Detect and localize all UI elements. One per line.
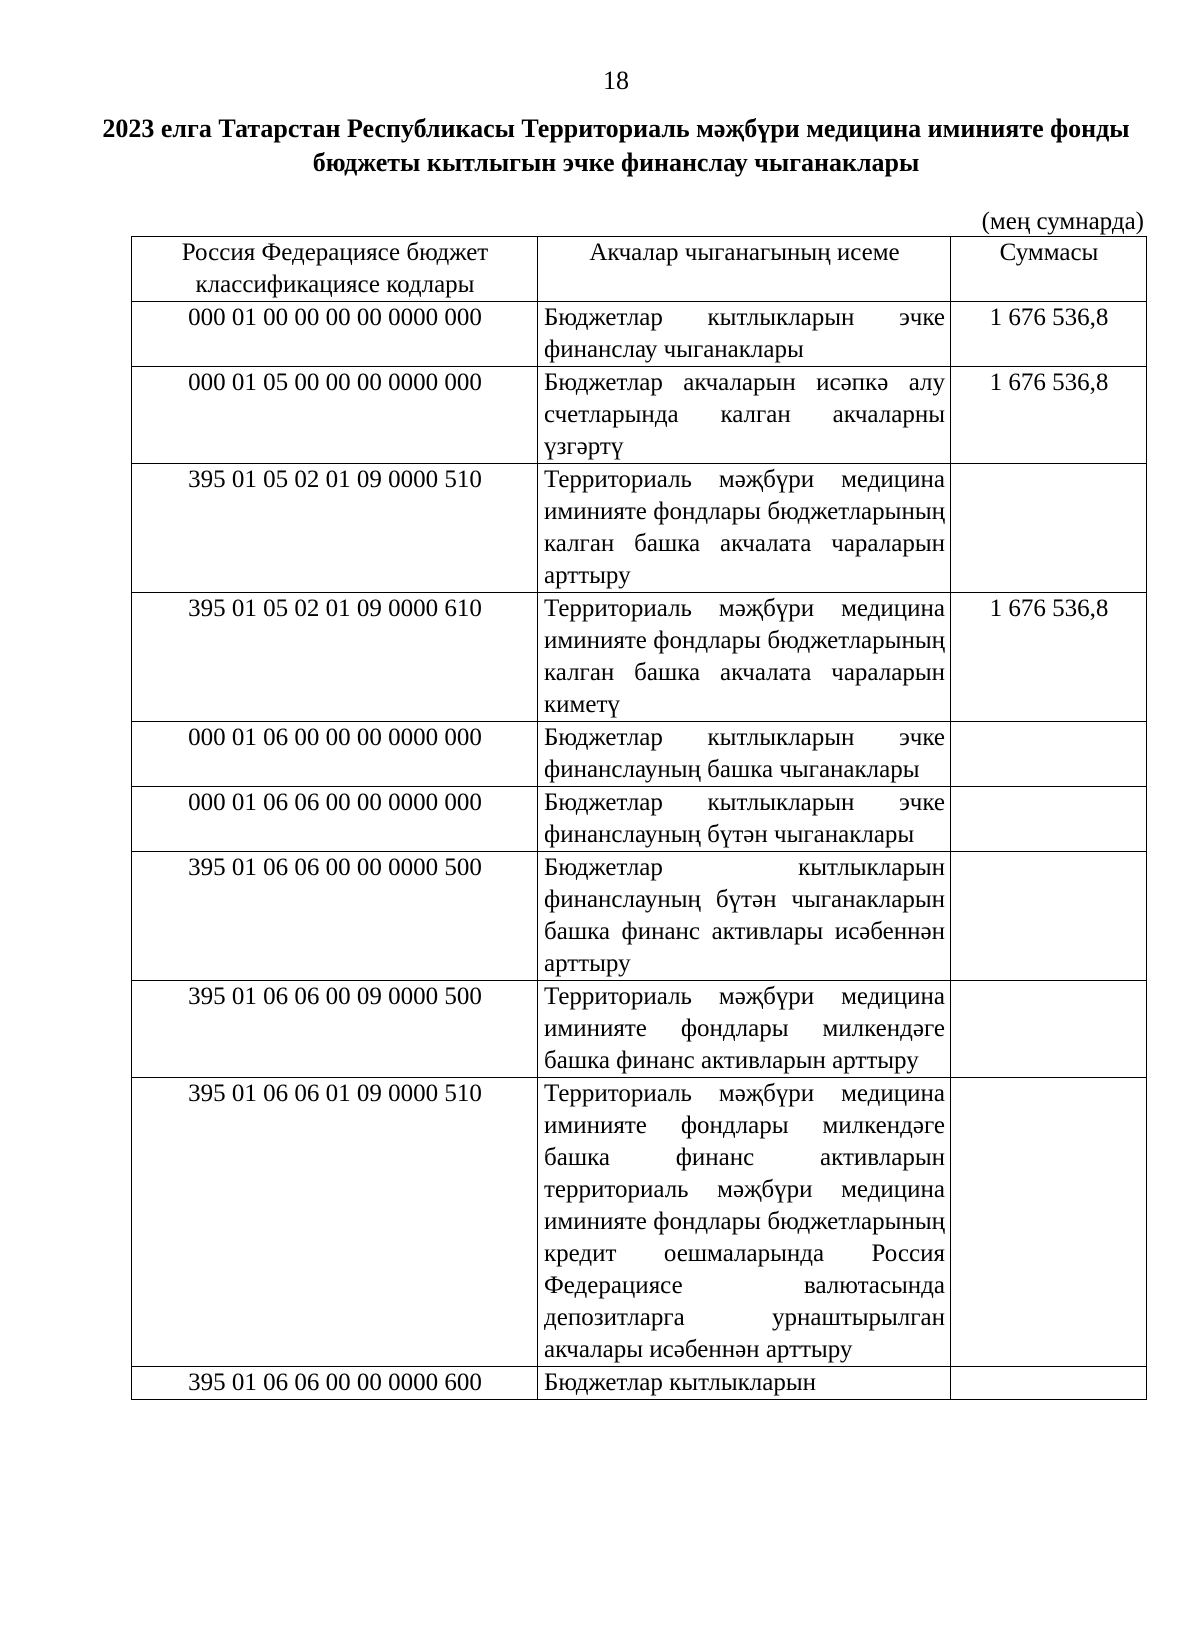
table-row bbox=[132, 593, 1147, 722]
row-sum bbox=[951, 722, 1147, 787]
row-code: 000 01 05 00 00 00 0000 000 bbox=[132, 367, 538, 464]
document-title: 2023 елга Татарстан Республикасы Территориаль мәҗбүри медицина иминияте фонды бюджеты кытлыгын эчке финанслау чыганаклары bbox=[102, 114, 1130, 177]
row-code: 395 01 05 02 01 09 0000 510 bbox=[132, 464, 538, 593]
row-name: Территориаль мәҗбүри медицина иминияте фондлары милкендәге башка финанс активларын территориаль мәҗбүри медицина иминияте фондлары бюджетларының кредит оешмаларында Россия Федерациясе валютасында депозитларга урнаштырылган акчалары исәбеннән арттыру bbox=[538, 1078, 951, 1367]
row-name: Территориаль мәҗбүри медицина иминияте фондлары бюджетларының калган башка акчалата чараларын арттыру bbox=[538, 464, 951, 593]
table-row bbox=[132, 1078, 1147, 1367]
row-sum: 1 676 536,8 bbox=[951, 593, 1147, 722]
row-name: Бюджетлар кытлыкларын финанслауның бүтән чыганакларын башка финанс активлары исәбеннән арттыру bbox=[538, 852, 951, 981]
row-name: Бюджетлар кытлыкларын bbox=[538, 1367, 951, 1400]
row-sum: 1 676 536,8 bbox=[951, 367, 1147, 464]
row-sum bbox=[951, 1367, 1147, 1400]
financing-sources-table bbox=[131, 236, 1147, 1400]
page-number: 18 bbox=[603, 66, 629, 95]
row-name: Бюджетлар кытлыкларын эчке финанслауның бүтән чыганаклары bbox=[538, 787, 951, 852]
row-name: Территориаль мәҗбүри медицина иминияте фондлары бюджетларының калган башка акчалата чараларын киметү bbox=[538, 593, 951, 722]
table-row bbox=[132, 787, 1147, 852]
row-name: Бюджетлар кытлыкларын эчке финанслауның башка чыганаклары bbox=[538, 722, 951, 787]
row-sum bbox=[951, 852, 1147, 981]
row-code: 395 01 05 02 01 09 0000 610 bbox=[132, 593, 538, 722]
table-row bbox=[132, 464, 1147, 593]
table-header-row bbox=[132, 237, 1147, 302]
units-note: (мең сумнарда) bbox=[981, 208, 1144, 235]
header-name: Акчалар чыганагының исеме bbox=[538, 237, 951, 302]
row-sum: 1 676 536,8 bbox=[951, 302, 1147, 367]
row-sum bbox=[951, 787, 1147, 852]
row-code: 395 01 06 06 01 09 0000 510 bbox=[132, 1078, 538, 1367]
table-row bbox=[132, 302, 1147, 367]
row-sum bbox=[951, 464, 1147, 593]
row-code: 000 01 06 06 00 00 0000 000 bbox=[132, 787, 538, 852]
row-name: Бюджетлар акчаларын исәпкә алу счетларында калган акчаларны үзгәртү bbox=[538, 367, 951, 464]
row-name: Бюджетлар кытлыкларын эчке финанслау чыганаклары bbox=[538, 302, 951, 367]
row-code: 395 01 06 06 00 00 0000 500 bbox=[132, 852, 538, 981]
row-sum bbox=[951, 981, 1147, 1078]
table-row bbox=[132, 852, 1147, 981]
table-row bbox=[132, 981, 1147, 1078]
header-sum: Суммасы bbox=[951, 237, 1147, 302]
table-row bbox=[132, 367, 1147, 464]
row-code: 000 01 00 00 00 00 0000 000 bbox=[132, 302, 538, 367]
table-row bbox=[132, 1367, 1147, 1400]
row-code: 395 01 06 06 00 00 0000 600 bbox=[132, 1367, 538, 1400]
header-code: Россия Федерациясе бюджет классификациясе кодлары bbox=[132, 237, 538, 302]
row-name: Территориаль мәҗбүри медицина иминияте фондлары милкендәге башка финанс активларын арттыру bbox=[538, 981, 951, 1078]
row-code: 395 01 06 06 00 09 0000 500 bbox=[132, 981, 538, 1078]
row-sum bbox=[951, 1078, 1147, 1367]
table-row bbox=[132, 722, 1147, 787]
row-code: 000 01 06 00 00 00 0000 000 bbox=[132, 722, 538, 787]
